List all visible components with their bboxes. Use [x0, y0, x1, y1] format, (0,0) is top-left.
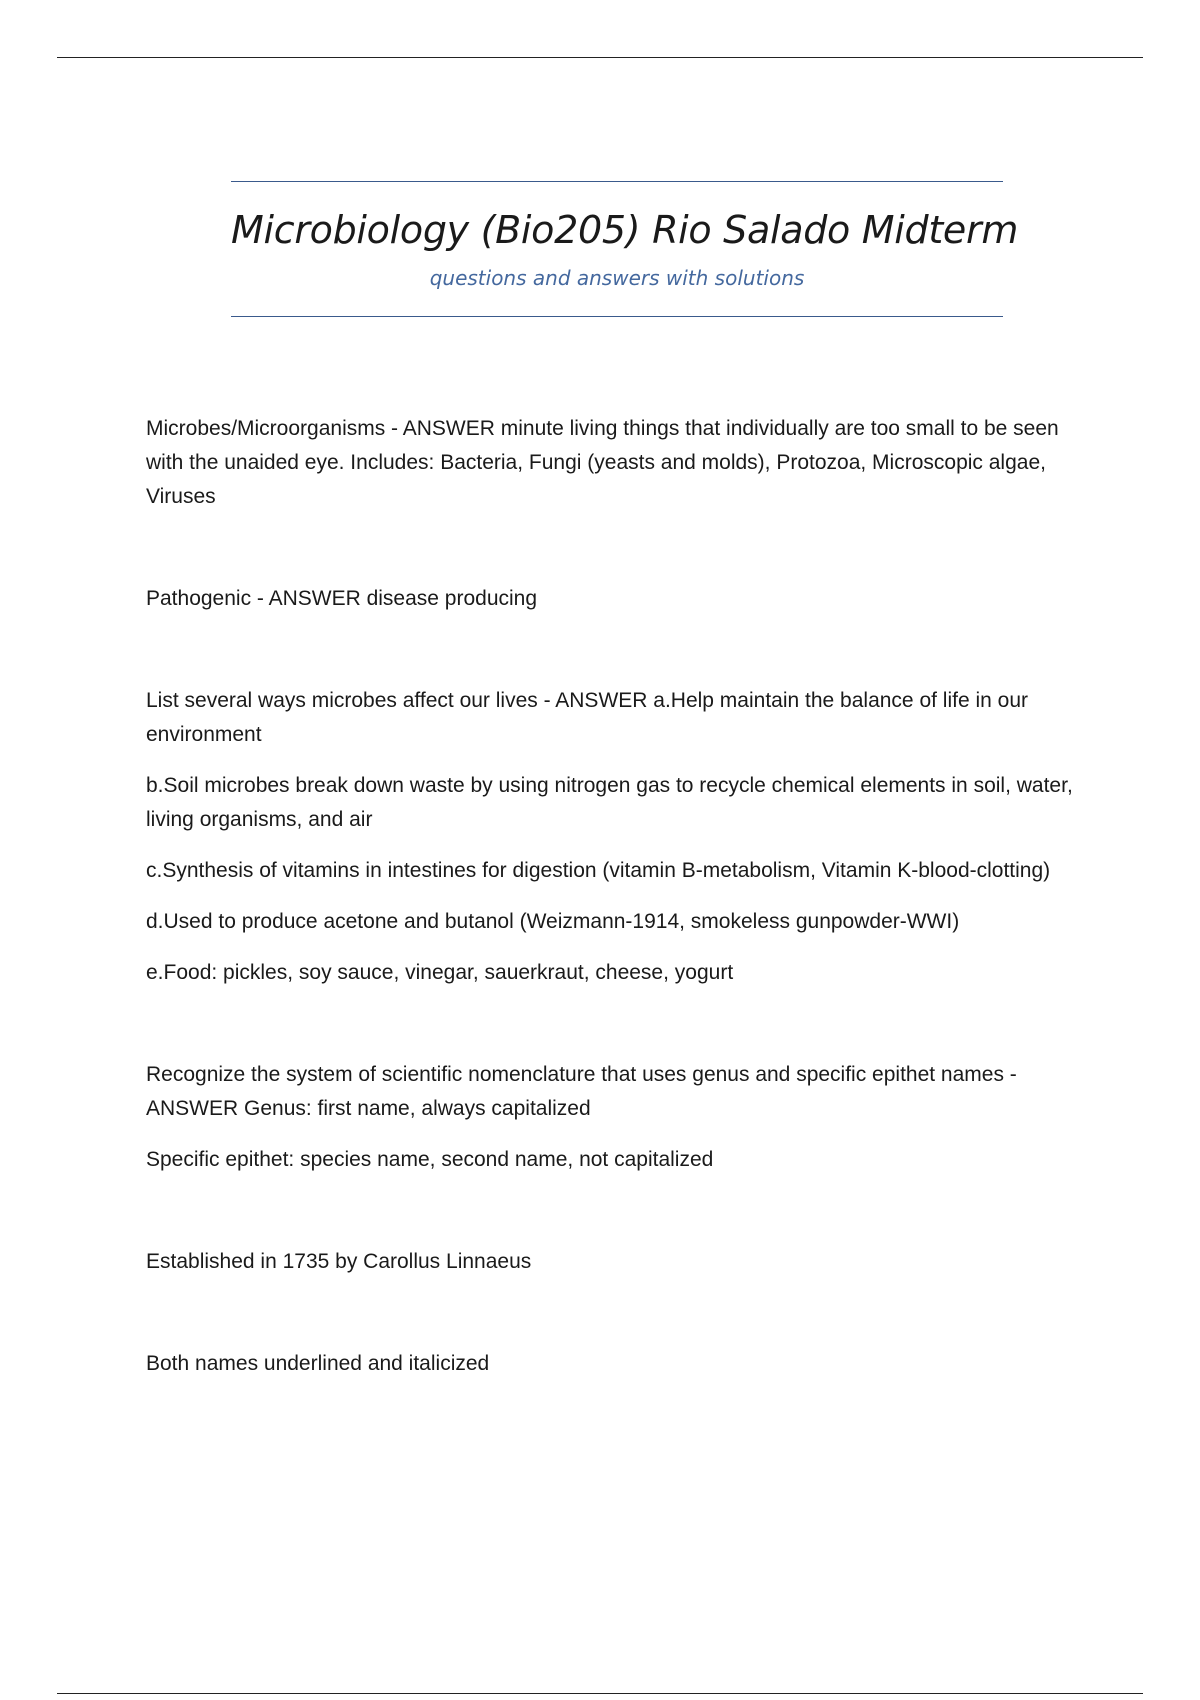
entry-spacer	[146, 633, 1086, 684]
title-bottom-rule	[231, 316, 1003, 317]
answer-paragraph: d.Used to produce acetone and butanol (Weizmann-1914, smokeless gunpowder-WWI)	[146, 910, 960, 933]
answer-paragraph: c.Synthesis of vitamins in intestines for digestion (vitamin B-metabolism, Vitamin K-blood-clotting)	[146, 859, 1051, 882]
entry-spacer	[146, 1007, 1086, 1058]
qa-entry-nomenclature	[146, 1058, 1086, 1177]
document-title: Microbiology (Bio205) Rio Salado Midterm	[231, 208, 1019, 252]
page-bottom-rule	[57, 1693, 1143, 1694]
answer-paragraph: List several ways microbes affect our lives - ANSWER a.Help maintain the balance of life in our environment	[146, 689, 1028, 746]
qa-entry-pathogenic	[146, 582, 1086, 616]
qa-entry-microbe-effects	[146, 684, 1086, 990]
answer-paragraph: Specific epithet: species name, second name, not capitalized	[146, 1148, 714, 1171]
qa-entry-microbes	[146, 412, 1086, 514]
entry-spacer	[146, 1296, 1086, 1347]
title-block	[231, 181, 1019, 317]
answer-paragraph: Both names underlined and italicized	[146, 1352, 490, 1375]
answer-paragraph: Recognize the system of scientific nomenclature that uses genus and specific epithet names - ANSWER Genus: first name, always capitalized	[146, 1063, 1017, 1120]
answer-paragraph: Established in 1735 by Carollus Linnaeus	[146, 1250, 532, 1273]
title-top-rule	[231, 181, 1003, 182]
page-top-rule	[57, 57, 1143, 58]
qa-entry-names-format	[146, 1347, 1086, 1381]
answer-paragraph: Microbes/Microorganisms - ANSWER minute living things that individually are too small to be seen with the unaided eye. Includes: Bacteria, Fungi (yeasts and molds), Protozoa, Microscopic algae, Viruses	[146, 417, 1059, 508]
document-subtitle: questions and answers with solutions	[429, 266, 805, 290]
answer-paragraph: b.Soil microbes break down waste by using nitrogen gas to recycle chemical elements in soil, water, living organisms, and air	[146, 774, 1073, 831]
answer-paragraph: Pathogenic - ANSWER disease producing	[146, 587, 538, 610]
document-body	[146, 412, 1086, 1398]
entry-spacer	[146, 531, 1086, 582]
qa-entry-linnaeus	[146, 1245, 1086, 1279]
answer-paragraph: e.Food: pickles, soy sauce, vinegar, sauerkraut, cheese, yogurt	[146, 961, 734, 984]
entry-spacer	[146, 1194, 1086, 1245]
